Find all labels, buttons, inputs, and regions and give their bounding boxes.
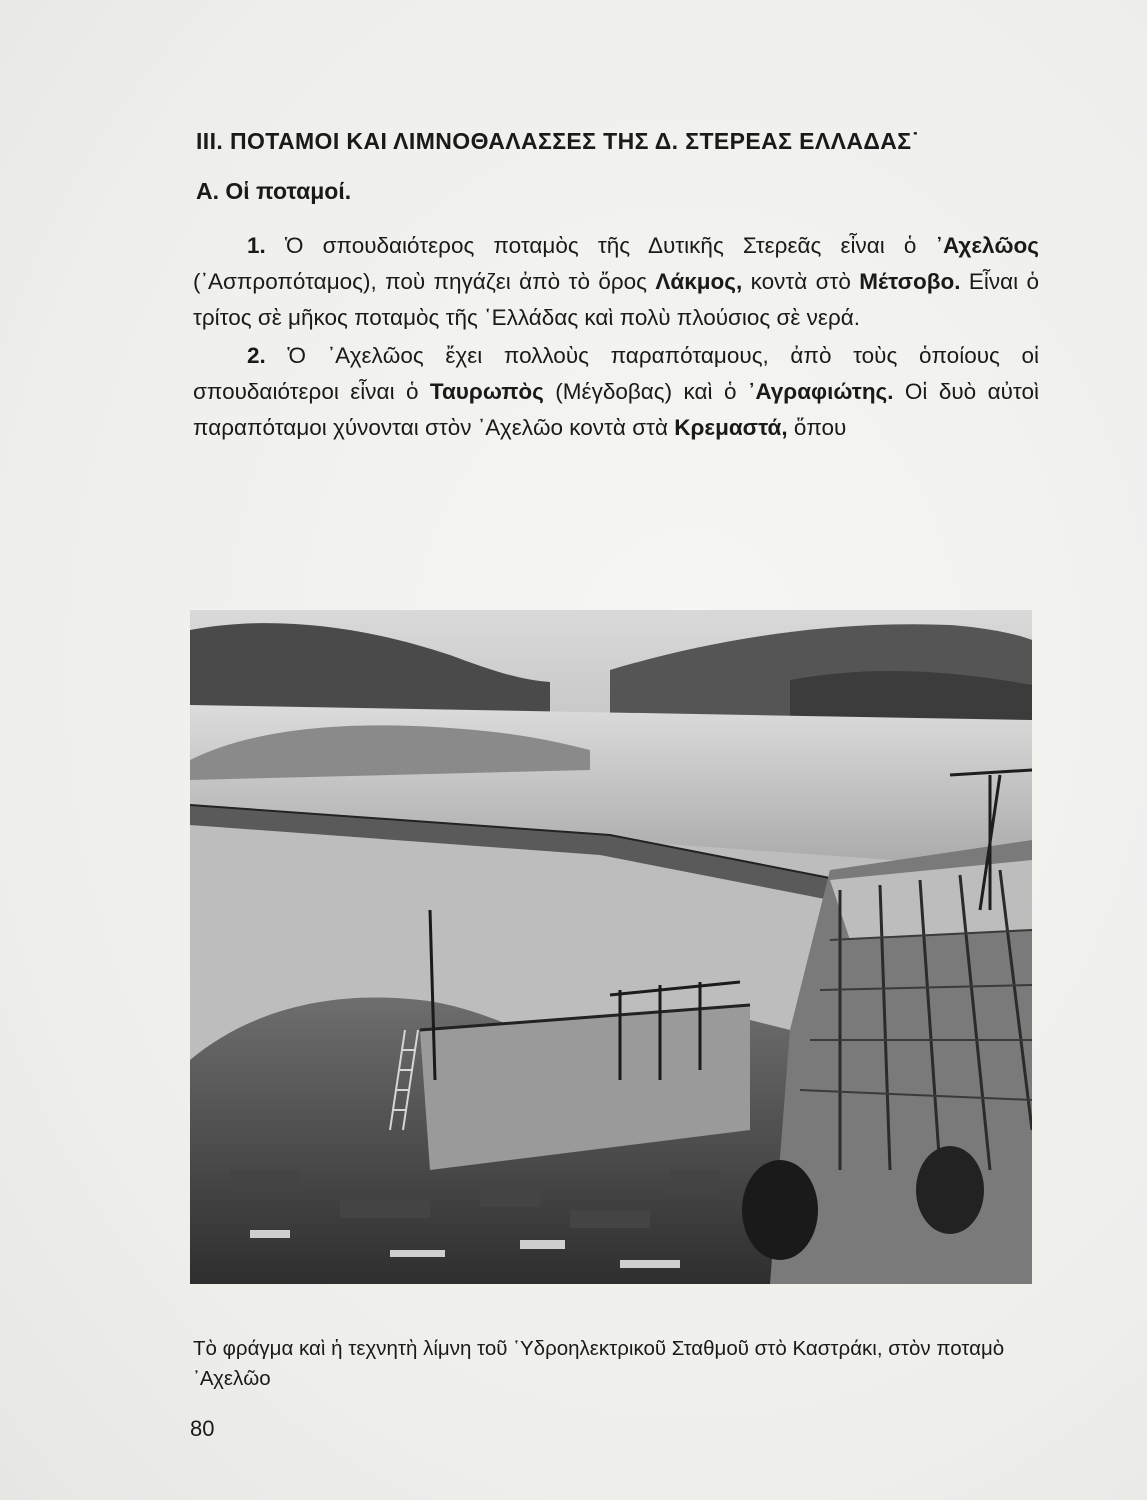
paragraph-text: Εἶναι ὁ τρίτος σὲ μῆκος ποταμὸς τῆς ῾Ελλάδας καὶ πολὺ πλούσιος σὲ νερά.: [193, 269, 1039, 330]
bold-term: ᾿Αγραφιώτης.: [747, 379, 894, 404]
paragraph-text: ὅπου: [787, 415, 847, 440]
paragraph-text: (Μέγδοβας) καὶ ὁ: [543, 379, 748, 404]
page-number: 80: [190, 1416, 215, 1441]
photo-caption: Τὸ φράγμα καὶ ἡ τεχνητὴ λίμνη τοῦ ῾Υδροηλεκτρικοῦ Σταθμοῦ στὸ Καστράκι, στὸν ποταμὸ ᾿Αχελῶο: [193, 1337, 1005, 1390]
paragraph-number: 1.: [247, 233, 266, 258]
bold-term: Ταυρωπὸς: [429, 379, 544, 404]
paragraph-1: [193, 228, 1039, 336]
paragraph-text: κοντὰ στὸ: [742, 269, 860, 294]
paragraph-number: 2.: [247, 343, 266, 368]
bold-term: Κρεμαστά,: [674, 415, 788, 440]
subsection-heading: Α. Οἱ ποταμοί.: [196, 178, 352, 204]
bold-term: Λάκμος,: [655, 269, 743, 294]
bold-term: ᾿Αχελῶος: [935, 233, 1039, 258]
section-heading: III. ΠΟΤΑΜΟΙ ΚΑΙ ΛΙΜΝΟΘΑΛΑΣΣΕΣ ΤΗΣ Δ. ΣΤΕΡΕΑΣ ΕΛΛΑΔΑΣ˙: [196, 128, 920, 154]
paragraph-text: Οἱ δυὸ αὐτοὶ παραπόταμοι χύνονται στὸν ᾿Αχελῶο κοντὰ στὰ: [193, 379, 1039, 440]
paragraph-text: Ὁ σπουδαιότερος ποταμὸς τῆς Δυτικῆς Στερεᾶς εἶναι ὁ: [265, 233, 936, 258]
bold-term: Μέτσοβο.: [859, 269, 961, 294]
body-text: [193, 228, 1039, 448]
paragraph-text: (᾿Ασπροπόταμος), ποὺ πηγάζει ἀπὸ τὸ ὄρος: [193, 269, 656, 294]
dam-photograph: [190, 610, 1032, 1284]
paragraph-2: [193, 338, 1039, 446]
paragraph-text: Ὁ ᾿Αχελῶος ἔχει πολλοὺς παραπόταμους, ἀπὸ τοὺς ὁποίους οἱ σπουδαιότεροι εἶναι ὁ: [193, 343, 1039, 404]
